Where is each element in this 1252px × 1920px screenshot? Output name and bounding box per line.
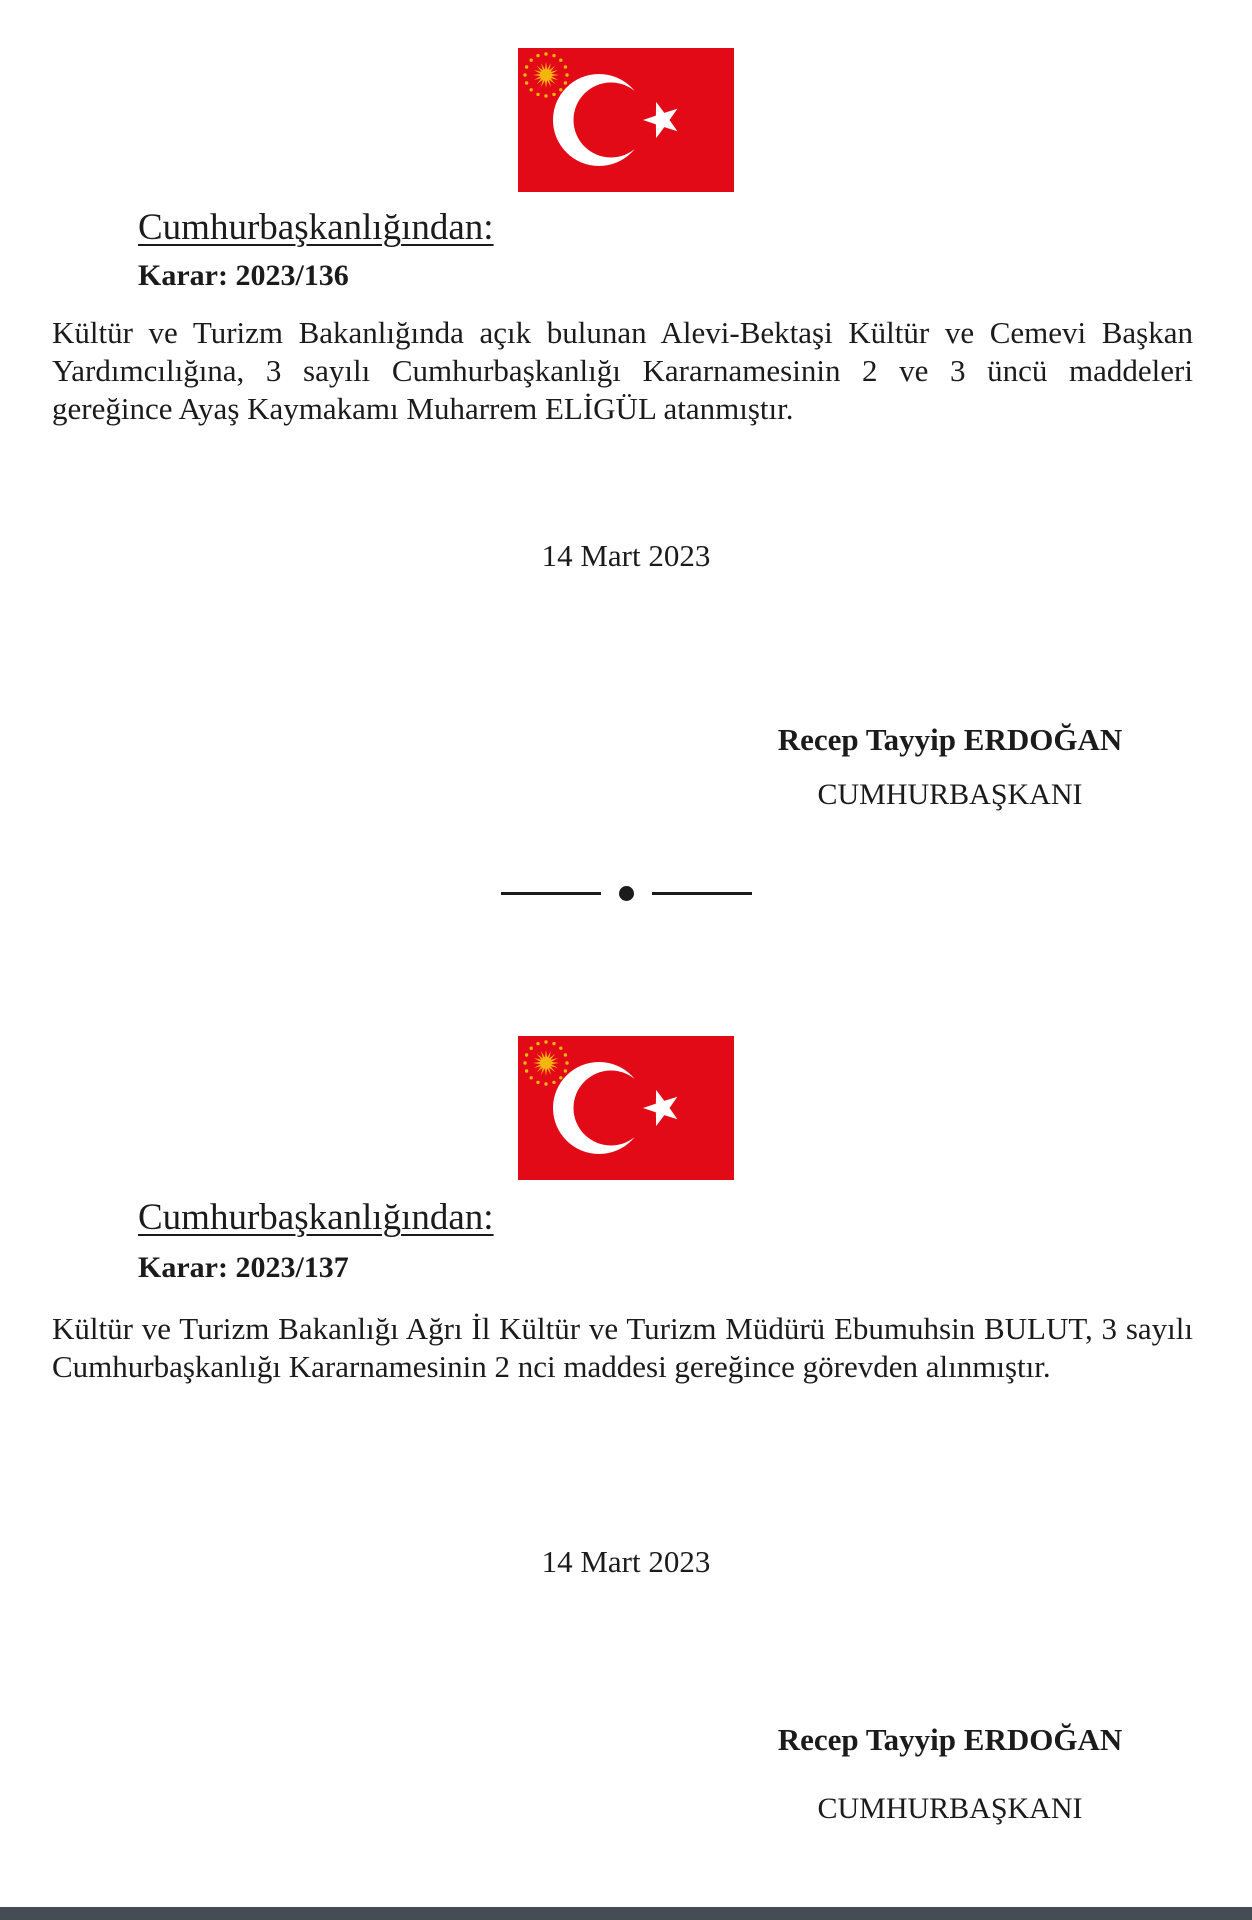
turkish-flag [518, 1036, 734, 1180]
issuer-heading: Cumhurbaşkanlığından: [138, 1197, 494, 1238]
page-edge-bar [0, 1907, 1252, 1920]
signatory-title: CUMHURBAŞKANI [817, 778, 1083, 811]
divider-line-right [652, 892, 752, 895]
signature-block [700, 1722, 1200, 1827]
signatory-name: Recep Tayyip ERDOĞAN [777, 722, 1123, 757]
section-divider [0, 886, 1252, 901]
signatory-name: Recep Tayyip ERDOĞAN [777, 1722, 1123, 1757]
signature-block [700, 722, 1200, 813]
decree-date: 14 Mart 2023 [541, 538, 711, 573]
signatory-title: CUMHURBAŞKANI [817, 1792, 1083, 1825]
divider-bullet-icon [619, 886, 634, 901]
decree-body-text: Kültür ve Turizm Bakanlığında açık bulunan Alevi-Bektaşi Kültür ve Cemevi Başkan Yardımcılığına, 3 sayılı Cumhurbaşkanlığı Kararnamesinin 2 ve 3 üncü maddeleri gereğince Ayaş Kaymakamı Muharrem ELİGÜL atanmıştır. [52, 315, 1193, 426]
turkish-flag [518, 48, 734, 192]
decree-date: 14 Mart 2023 [541, 1544, 711, 1579]
issuer-heading: Cumhurbaşkanlığından: [138, 207, 494, 248]
decision-number: Karar: 2023/137 [138, 1251, 349, 1284]
decree-body-text: Kültür ve Turizm Bakanlığı Ağrı İl Kültür ve Turizm Müdürü Ebumuhsin BULUT, 3 sayılı Cumhurbaşkanlığı Kararnamesinin 2 nci maddesi gereğince görevden alınmıştır. [52, 1311, 1193, 1384]
decision-number: Karar: 2023/136 [138, 259, 349, 292]
divider-line-left [501, 892, 601, 895]
